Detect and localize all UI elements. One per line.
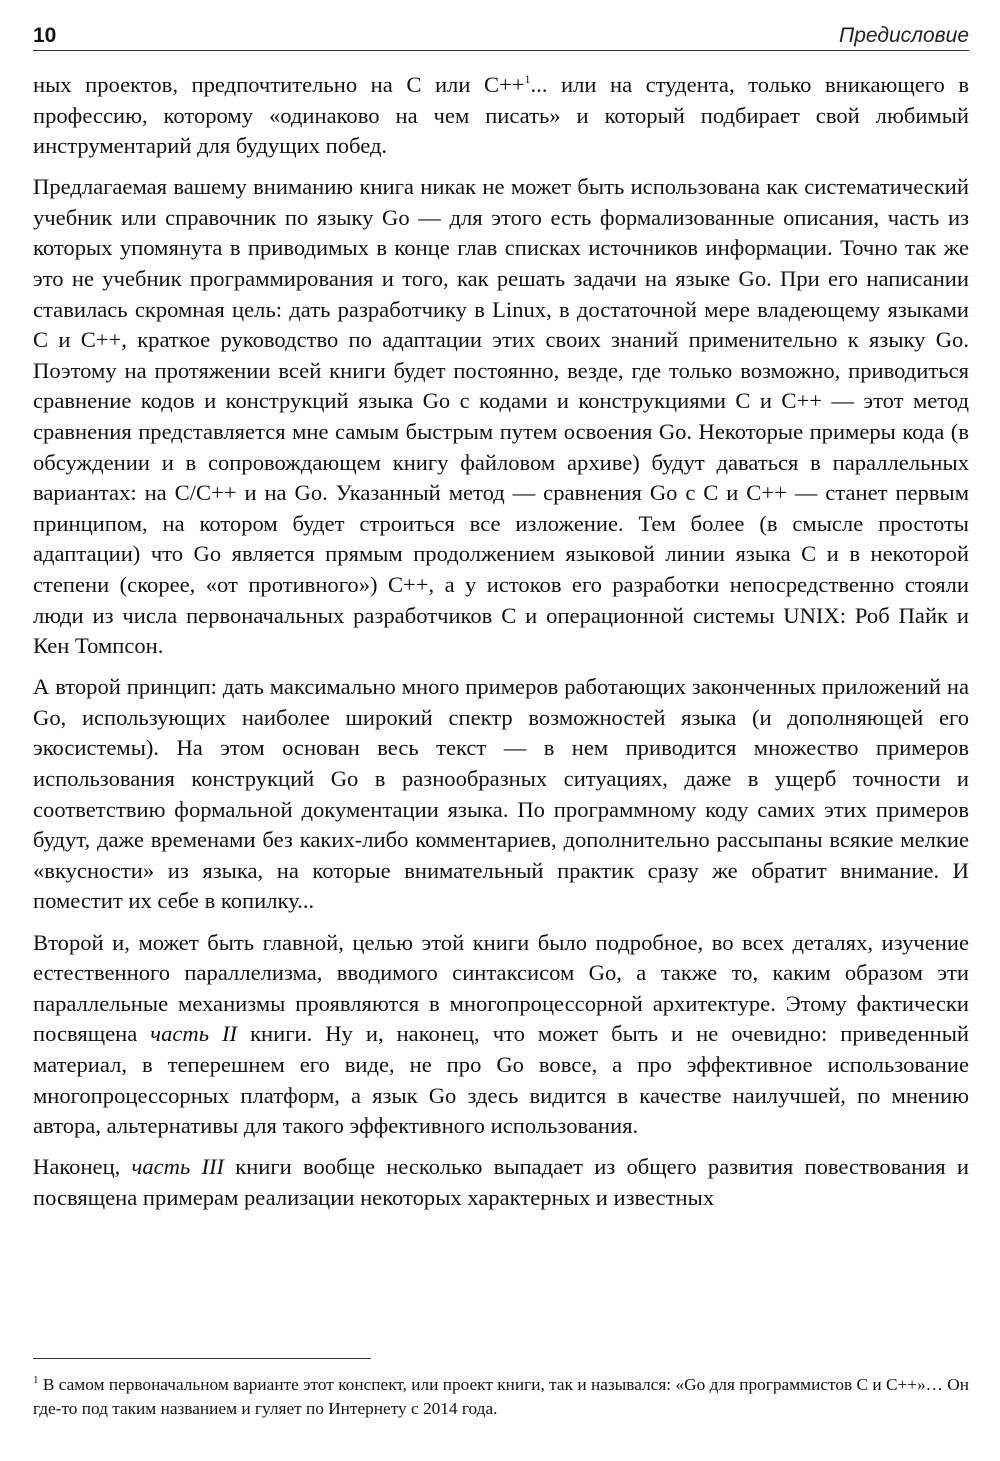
running-title: Предисловие bbox=[839, 24, 969, 47]
paragraph-4 bbox=[33, 928, 969, 1142]
paragraph-3: А второй принцип: дать максимально много примеров работающих законченных приложений на Go, использующих наиболее широкий спектр возможностей языка (и дополняющей его экосистемы). На этом основан весь текст — в нем приводится множество примеров использования конструкций Go в разнообразных ситуациях, даже в ущерб точности и соответствию формальной документации языка. По программному коду самих этих примеров будут, даже временами без каких-либо комментариев, дополнительно рассыпаны всякие мелкие «вкусности» из языка, на которые внимательный практик сразу же обратит внимание. И поместит их себе в копилку... bbox=[33, 674, 969, 914]
paragraph-4-text-b: книги. Ну и, наконец, что может быть и не очевидно: приведенный материал, в теперешнем его виде, не про Go вовсе, а про эффективное использование многопроцессорных платформ, а язык Go здесь видится в качестве наилучшей, по мнению автора, альтернативы для такого эффективного использования. bbox=[33, 1021, 969, 1139]
footnote-marker: 1 bbox=[33, 1374, 39, 1386]
paragraph-5-text-a: Наконец, bbox=[33, 1154, 132, 1180]
part-ii-reference: часть II bbox=[150, 1021, 238, 1047]
footnote-reference: 1 bbox=[524, 72, 531, 86]
paragraph-2: Предлагаемая вашему вниманию книга никак не может быть использована как систематический учебник или справочник по языку Go — для этого есть формализованные описания, часть из которых упомянута в приводимых в конце глав списках источников информации. Точно так же это не учебник программирования и того, как решать задачи на языке Go. При его написании ставилась скромная цель: дать разработчику в Linux, в достаточной мере владеющему языками C и C++, краткое руководство по адаптации этих своих знаний применительно к языку Go. Поэтому на протяжении всей книги будет постоянно, везде, где только возможно, приводиться сравнение кодов и конструкций языка Go с кодами и конструкциями C и C++ — этот метод сравнения представляется мне самым быстрым путем освоения Go. Некоторые примеры кода (в обсуждении и в сопровождающем книгу файловом архиве) будут даваться в параллельных вариантах: на C/C++ и на Go. Указанный метод — сравнения Go с C и C++ — станет первым принципом, на котором будет строиться все изложение. Тем более (в смысле простоты адаптации) что Go является прямым продолжением языковой линии языка C и в некоторой степени (скорее, «от противного») C++, а у истоков его разработки непосредственно стояли люди из числа первоначальных разработчиков C и операционной системы UNIX: Роб Пайк и Кен Томпсон. bbox=[33, 174, 969, 659]
paragraph-1-text-b: ... или на студента, только вникающего в профессию, которому «одинаково на чем писать» и который подбирает свой любимый инструментарий для будущих побед. bbox=[33, 72, 969, 159]
page-header bbox=[33, 22, 969, 52]
footnote bbox=[33, 1373, 969, 1421]
paragraph-5 bbox=[33, 1152, 969, 1213]
paragraph-1-text-a: ных проектов, предпочтительно на C или C++ bbox=[33, 72, 525, 97]
footnote-rule bbox=[33, 1358, 371, 1359]
page-number: 10 bbox=[33, 24, 57, 47]
header-rule bbox=[33, 50, 969, 51]
footnote-text: В самом первоначальном варианте этот конспект, или проект книги, так и назывался: «Go для программистов C и C++»… Он где-то под таким названием и гуляет по Интернету с 2014 года. bbox=[33, 1375, 969, 1418]
body-text bbox=[33, 70, 969, 1224]
paragraph-4-text-a: Второй и, может быть главной, целью этой книги было подробное, во всех деталях, изучение естественного параллелизма, вводимого синтаксисом Go, а также то, каким образом эти параллельные механизмы проявляются в многопроцессорной архитектуре. Этому фактически посвящена bbox=[33, 929, 969, 1047]
paragraph-1 bbox=[33, 70, 969, 162]
part-iii-reference: часть III bbox=[131, 1154, 225, 1180]
paragraph-5-text-b: книги вообще несколько выпадает из общего развития повествования и посвящена примерам реализации некоторых характерных и известных bbox=[33, 1154, 969, 1210]
